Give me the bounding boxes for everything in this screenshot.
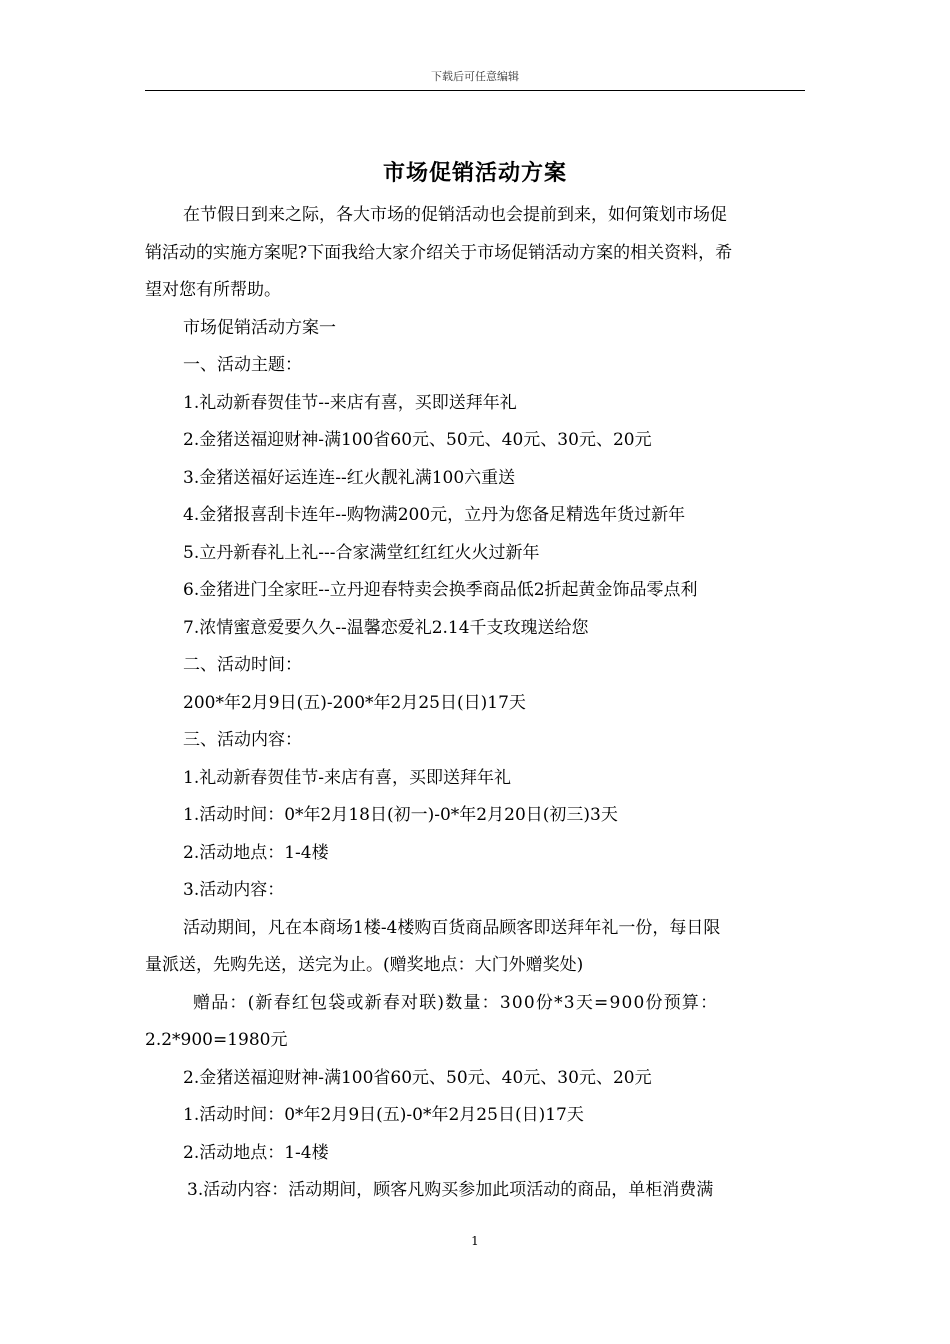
paragraph-line: 活动期间，凡在本商场1楼-4楼购百货商品顾客即送拜年礼一份，每日限 — [183, 917, 721, 938]
gift-line: 赠品：(新春红包袋或新春对联)数量：300份*3天=900份预算： — [193, 992, 719, 1013]
list-item: 200*年2月9日(五)-200*年2月25日(日)17天 — [183, 692, 526, 713]
section-heading: 二、活动时间： — [183, 655, 302, 675]
document-title: 市场促销活动方案 — [382, 160, 567, 186]
list-item: 4.金猪报喜刮卡连年--购物满200元，立丹为您备足精选年货过新年 — [183, 505, 686, 525]
list-item: 2.金猪送福迎财神-满100省60元、50元、40元、30元、20元 — [183, 430, 652, 450]
intro-line: 销活动的实施方案呢?下面我给大家介绍关于市场促销活动方案的相关资料，希 — [145, 242, 733, 263]
list-item: 3.金猪送福好运连连--红火靓礼满100六重送 — [183, 467, 516, 488]
list-item: 2.金猪送福迎财神-满100省60元、50元、40元、30元、20元 — [183, 1067, 652, 1088]
list-item: 1.礼动新春贺佳节--来店有喜，买即送拜年礼 — [183, 392, 517, 413]
document-body — [145, 197, 805, 1210]
list-item: 3.活动内容： — [183, 880, 285, 900]
list-item: 5.立丹新春礼上礼---合家满堂红红红火火过新年 — [183, 542, 540, 563]
gift-line: 2.2*900=1980元 — [145, 1030, 288, 1050]
list-item: 7.浓情蜜意爱要久久--温馨恋爱礼2.14千支玫瑰送给您 — [183, 617, 589, 638]
list-item: 1.活动时间：0*年2月18日(初一)-0*年2月20日(初三)3天 — [183, 805, 618, 825]
list-item: 2.活动地点：1-4楼 — [183, 842, 329, 863]
list-item: 2.活动地点：1-4楼 — [183, 1142, 329, 1163]
list-item: 1.活动时间：0*年2月9日(五)-0*年2月25日(日)17天 — [183, 1105, 584, 1125]
section-heading: 一、活动主题： — [183, 355, 302, 375]
paragraph-line: 量派送，先购先送，送完为止。(赠奖地点：大门外赠奖处) — [145, 955, 584, 975]
list-item: 3.活动内容：活动期间，顾客凡购买参加此项活动的商品，单柜消费满 — [187, 1180, 714, 1200]
list-item: 1.礼动新春贺佳节-来店有喜，买即送拜年礼 — [183, 767, 511, 788]
page-number: 1 — [471, 1234, 479, 1248]
intro-line: 望对您有所帮助。 — [145, 280, 281, 300]
list-item: 6.金猪进门全家旺--立丹迎春特卖会换季商品低2折起黄金饰品零点利 — [183, 580, 698, 600]
section-heading: 三、活动内容： — [183, 730, 302, 750]
page-header: 下载后可任意编辑 — [431, 70, 519, 83]
section-heading: 市场促销活动方案一 — [183, 317, 336, 338]
intro-line: 在节假日到来之际，各大市场的促销活动也会提前到来，如何策划市场促 — [183, 205, 727, 225]
header-rule — [145, 90, 805, 91]
